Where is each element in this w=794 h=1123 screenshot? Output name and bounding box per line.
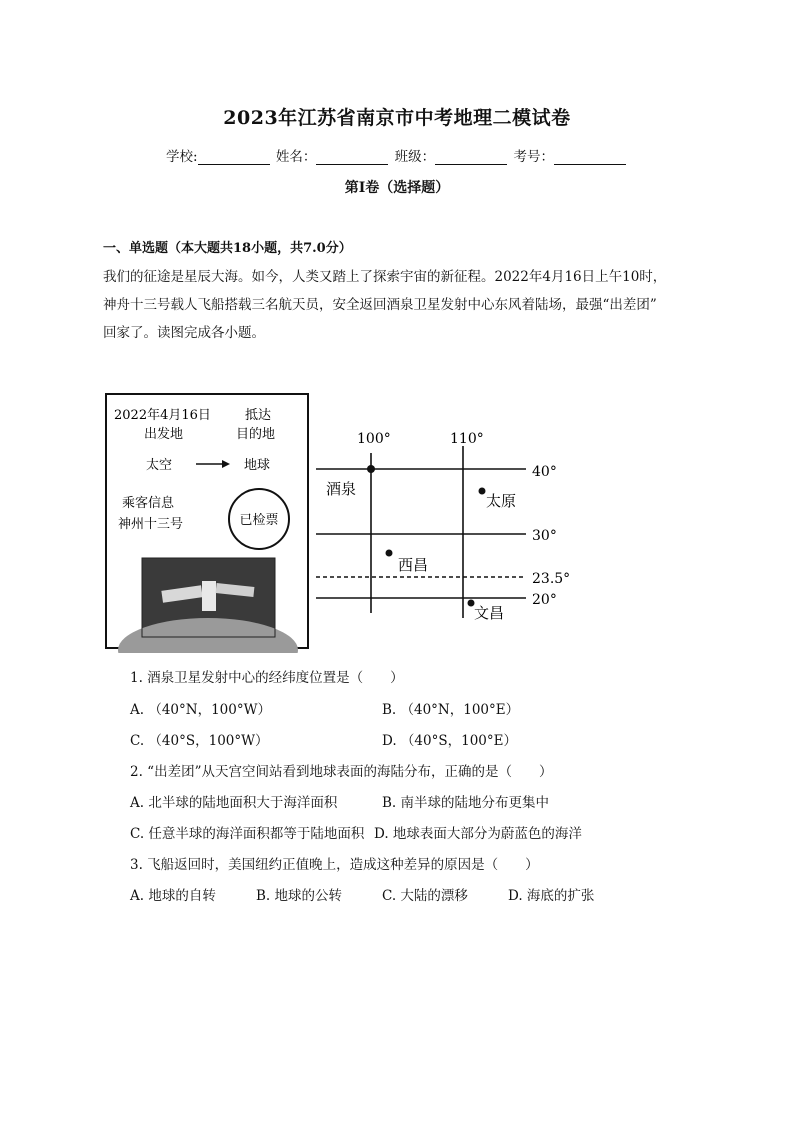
blank-class[interactable]: [435, 150, 507, 165]
ticket-to: 地球: [244, 458, 271, 473]
ticket-stamp: 已检票: [239, 513, 279, 528]
passage-line: 神舟十三号载人飞船搭载三名航天员，安全返回酒泉卫星发射中心东风着陆场，最强“出差团”: [103, 297, 657, 313]
latitude-label: 23.5°: [532, 571, 571, 587]
q3-option-b[interactable]: B. 地球的公转: [256, 888, 343, 904]
place-xichang: 西昌: [398, 556, 429, 574]
longitude-label: 100°: [357, 431, 391, 447]
section-heading: 一、单选题（本大题共18小题，共7.0分）: [103, 241, 352, 256]
ticket-date: 2022年4月16日: [114, 408, 211, 423]
q2-option-b[interactable]: B. 南半球的陆地分布更集中: [382, 795, 550, 811]
q2-option-a[interactable]: A. 北半球的陆地面积大于海洋面积: [130, 795, 338, 811]
q2-option-d[interactable]: D. 地球表面大部分为蔚蓝色的海洋: [374, 826, 582, 842]
question-3-stem: 3. 飞船返回时，美国纽约正值晚上，造成这种差异的原因是（ ）: [130, 857, 539, 873]
ticket-arrive: 抵达: [245, 408, 272, 423]
latitude-label: 40°: [532, 464, 557, 480]
question-2-stem: 2. “出差团”从天宫空间站看到地球表面的海陆分布，正确的是（ ）: [130, 764, 553, 780]
q3-option-a[interactable]: A. 地球的自转: [130, 888, 216, 904]
q3-option-d[interactable]: D. 海底的扩张: [508, 888, 595, 904]
blank-name[interactable]: [316, 150, 388, 165]
longitude-label: 110°: [450, 431, 484, 447]
jiuquan-marker: [367, 465, 375, 473]
question-1-stem: 1. 酒泉卫星发射中心的经纬度位置是（ ）: [130, 670, 404, 686]
q1-option-c[interactable]: C. （40°S，100°W）: [130, 733, 269, 749]
page-title: 2023年江苏省南京市中考地理二模试卷: [223, 107, 571, 129]
q1-option-a[interactable]: A. （40°N，100°W）: [130, 702, 271, 718]
passage-line: 回家了。读图完成各小题。: [103, 325, 265, 341]
latitude-label: 20°: [532, 592, 557, 608]
field-name: 姓名：: [275, 149, 317, 165]
blank-school[interactable]: [198, 150, 270, 165]
xichang-marker: [386, 550, 393, 557]
q2-option-c[interactable]: C. 任意半球的海洋面积都等于陆地面积: [130, 826, 365, 842]
passage: [103, 263, 703, 347]
ticket-destination: 目的地: [236, 427, 276, 442]
q1-option-d[interactable]: D. （40°S，100°E）: [382, 733, 517, 749]
passage-line: 我们的征途是星辰大海。如今，人类又踏上了探索宇宙的新征程。2022年4月16日上午10时，: [103, 269, 667, 285]
place-jiuquan: 酒泉: [326, 480, 357, 498]
student-info-line: [0, 145, 794, 165]
q3-option-c[interactable]: C. 大陆的漂移: [382, 888, 468, 904]
field-number: 考号：: [513, 149, 554, 165]
figure: [100, 388, 590, 653]
place-wenchang: 文昌: [474, 604, 505, 622]
q1-option-b[interactable]: B. （40°N，100°E）: [382, 702, 520, 718]
blank-number[interactable]: [554, 150, 626, 165]
ticket-departure: 出发地: [144, 427, 184, 442]
paper-part-title: 第I卷（选择题）: [344, 180, 450, 196]
field-school: 学校:: [166, 149, 198, 165]
place-taiyuan: 太原: [486, 492, 517, 510]
latitude-label: 30°: [532, 528, 557, 544]
ticket-passenger: 神州十三号: [118, 517, 184, 532]
photo-module: [202, 581, 216, 611]
taiyuan-marker: [479, 488, 486, 495]
ticket-from: 太空: [146, 458, 173, 473]
field-class: 班级：: [394, 149, 436, 165]
ticket-passenger-info: 乘客信息: [122, 496, 175, 511]
